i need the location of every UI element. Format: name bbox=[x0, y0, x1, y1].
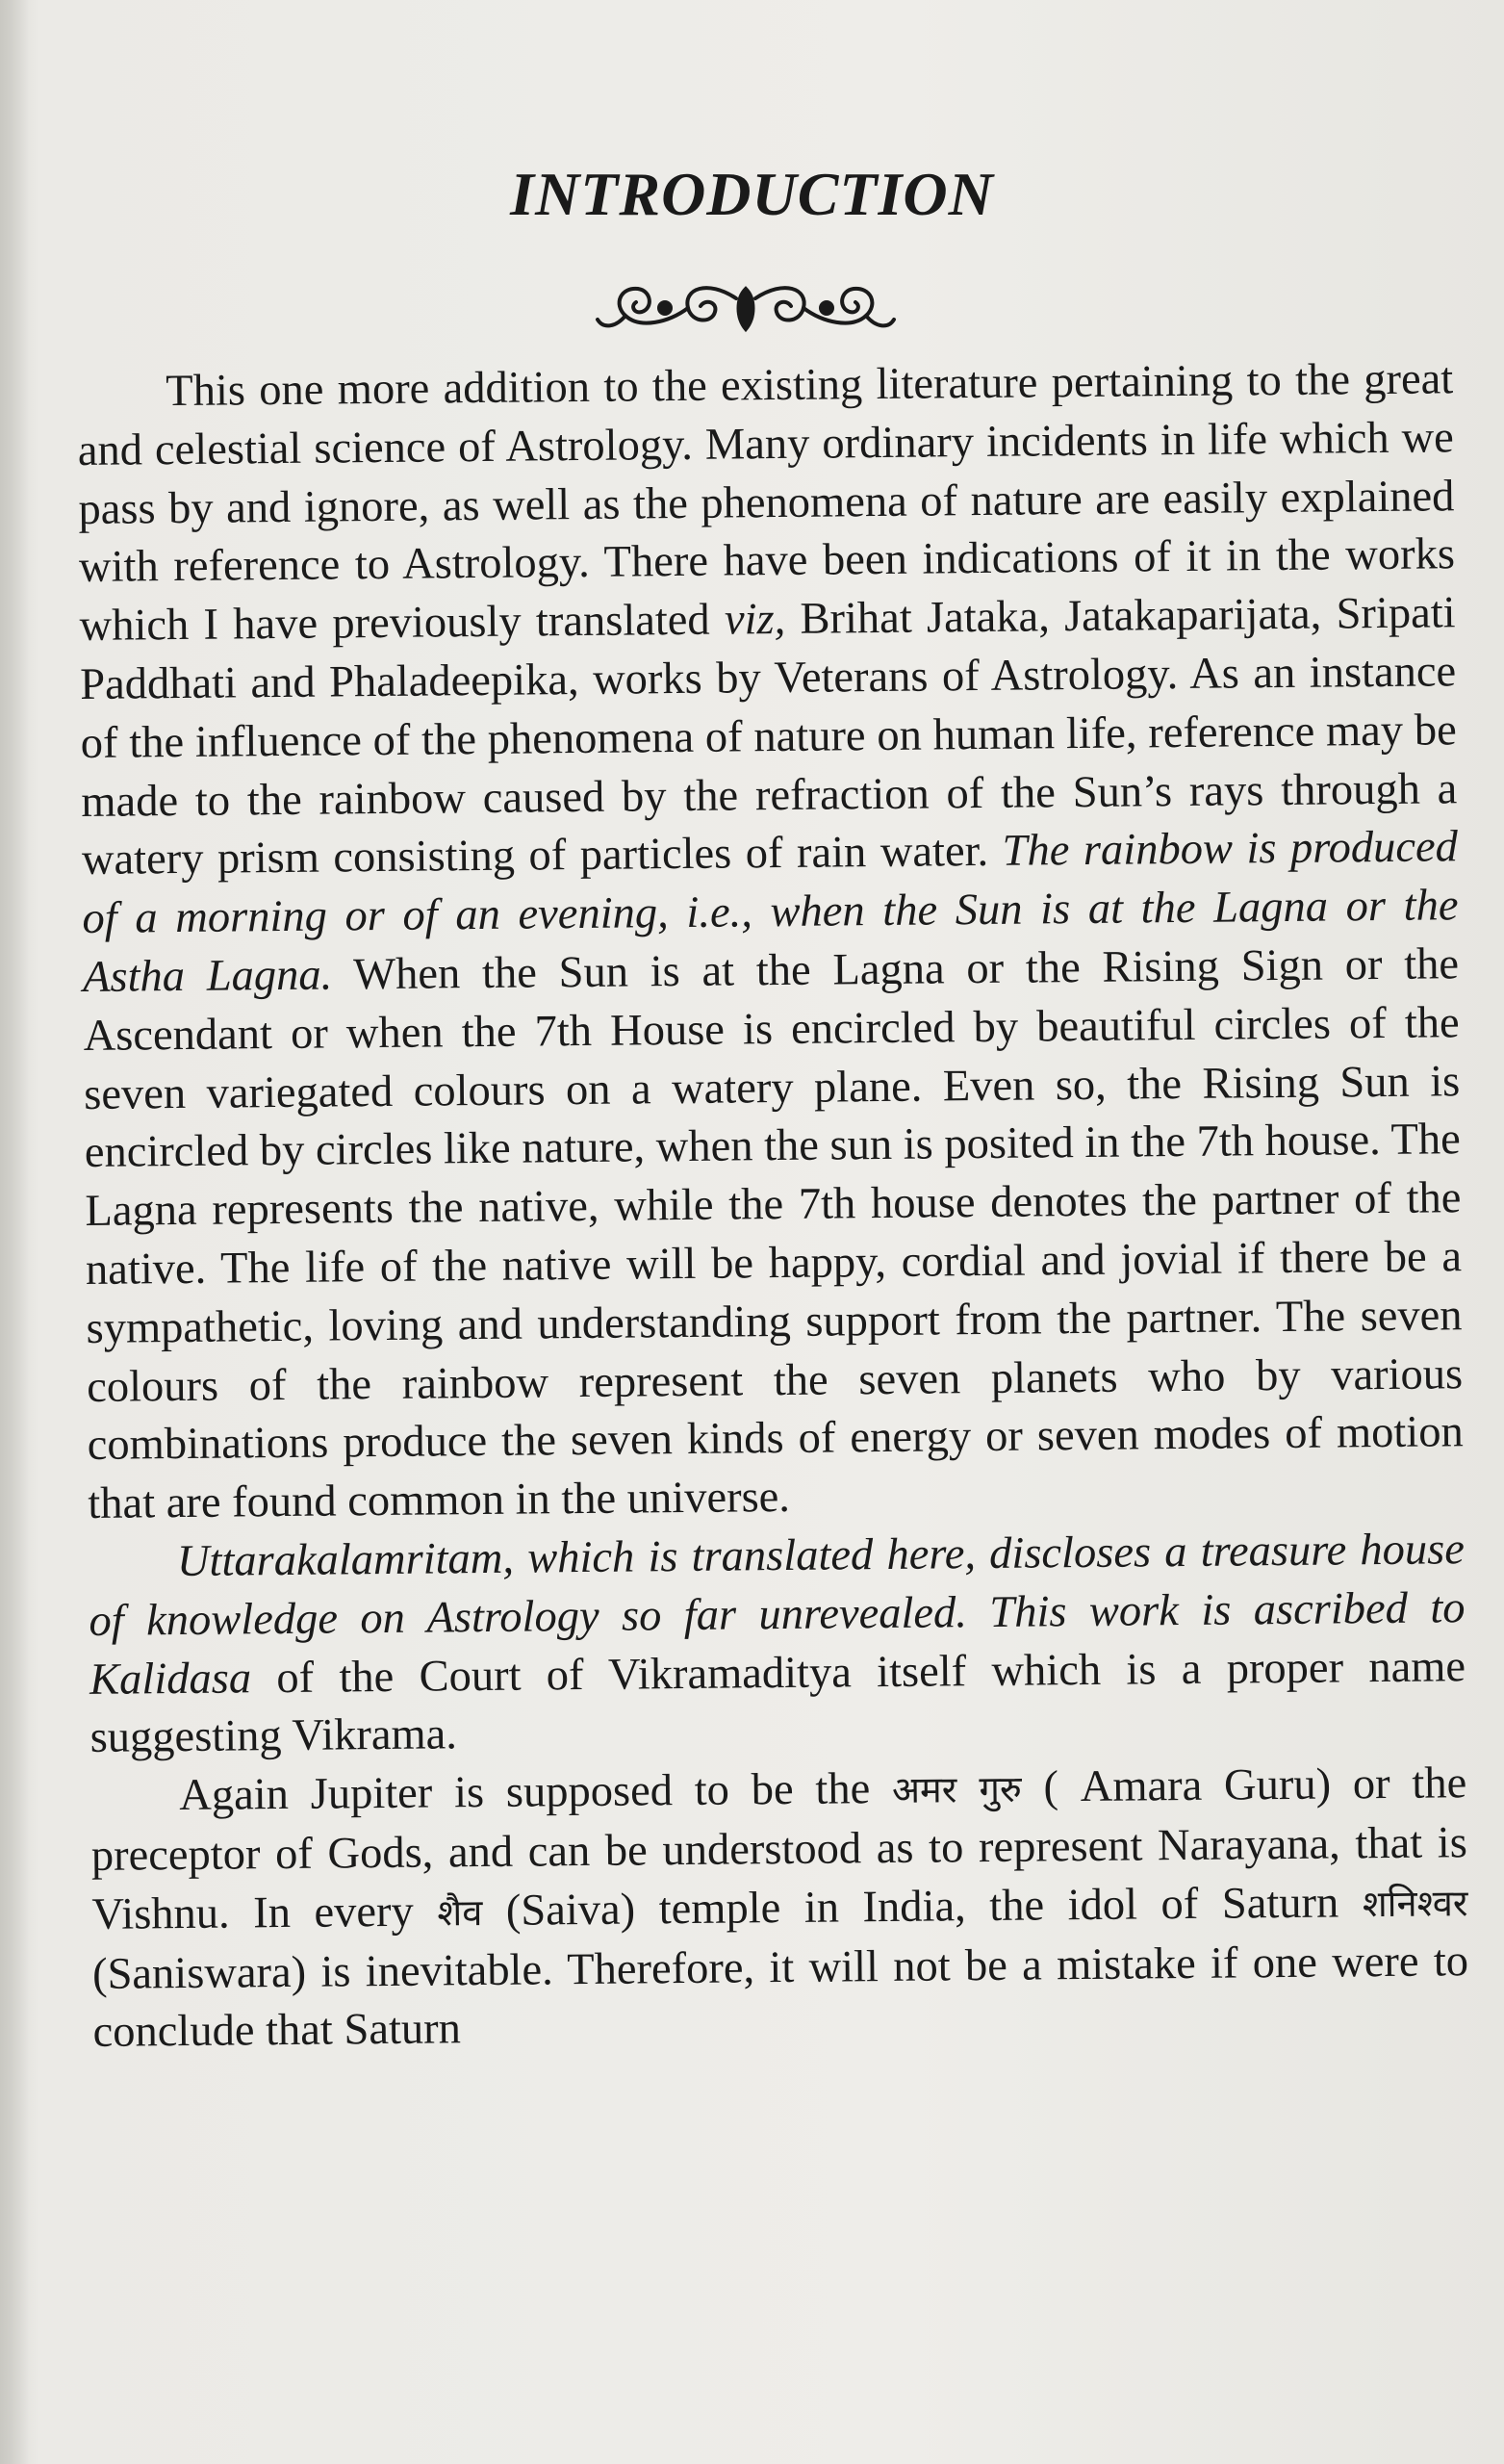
italic-text: Uttarakalamritam, which is translated here, discloses a treasure house of knowledge on Astrology so far unrevealed. This work is ascribed to Kalidasa bbox=[89, 1525, 1466, 1705]
italic-text: The rainbow is produced of a morning or of an evening, i.e., when the Sun is at the Lagna or the Astha Lagna. bbox=[82, 822, 1459, 1002]
paragraph bbox=[89, 1521, 1466, 1768]
devanagari-term: अमर गुरु bbox=[891, 1767, 1022, 1812]
scroll-ornament-icon bbox=[592, 270, 900, 346]
introduction-body bbox=[77, 350, 1469, 2063]
text-run: of the Court of Vikramaditya itself which is a proper name suggesting Vikrama. bbox=[89, 1641, 1466, 1763]
page-title: INTRODUCTION bbox=[510, 160, 994, 228]
text-run: Again Jupiter is supposed to be the bbox=[179, 1764, 893, 1821]
devanagari-term: शनिश्वर bbox=[1362, 1881, 1468, 1925]
paragraph bbox=[90, 1755, 1469, 2063]
paragraph bbox=[77, 350, 1465, 1534]
text-run: ( Amara Guru) or the preceptor of Gods, and can be understood as to represent Narayana, that is Vishnu. In every bbox=[90, 1758, 1468, 1939]
text-run: When the Sun is at the Lagna or the Rising Sign or the Ascendant or when the 7th House is encircled by beautiful circles of the seven variegated colours on a watery plane. Even so, the Rising Sun is encircled by circles like nature, when the sun is posited in the 7th house. The Lagna represents the native, while the 7th house denotes the partner of the native. The life of the native will be happy, cordial and jovial if there be a sympathetic, loving and understanding support from the partner. The seven colours of the rainbow represent the seven planets who by various combinations produce the seven kinds of energy or seven modes of motion that are found common in the universe. bbox=[83, 939, 1464, 1529]
text-run: This one more addition to the existing literature pertaining to the great and celestial science of Astrology. Many ordinary incidents in life which we pass by and ignore, as well as the phenomena of nature are easily explained with reference to Astrology. There have been indications of it in the works which I have previously translated bbox=[77, 354, 1456, 652]
devanagari-term: शैव bbox=[437, 1890, 483, 1935]
text-run: (Saniswara) is inevitable. Therefore, it will not be a mistake if one were to conclude that Saturn bbox=[91, 1936, 1469, 2058]
text-run: (Saiva) temple in India, the idol of Saturn bbox=[482, 1877, 1364, 1936]
italic-text: viz, bbox=[724, 595, 786, 645]
text-run: Brihat Jataka, Jatakaparijata, Sripati Paddhati and Phaladeepika, works by Veterans of Astrology. As an instance of the influence of the phenomena of nature on human life, reference may be made to the rainbow caused by the refraction of the Sun’s rays through a watery prism consisting of particles of rain water. bbox=[79, 588, 1458, 886]
page-gutter bbox=[0, 0, 29, 2464]
